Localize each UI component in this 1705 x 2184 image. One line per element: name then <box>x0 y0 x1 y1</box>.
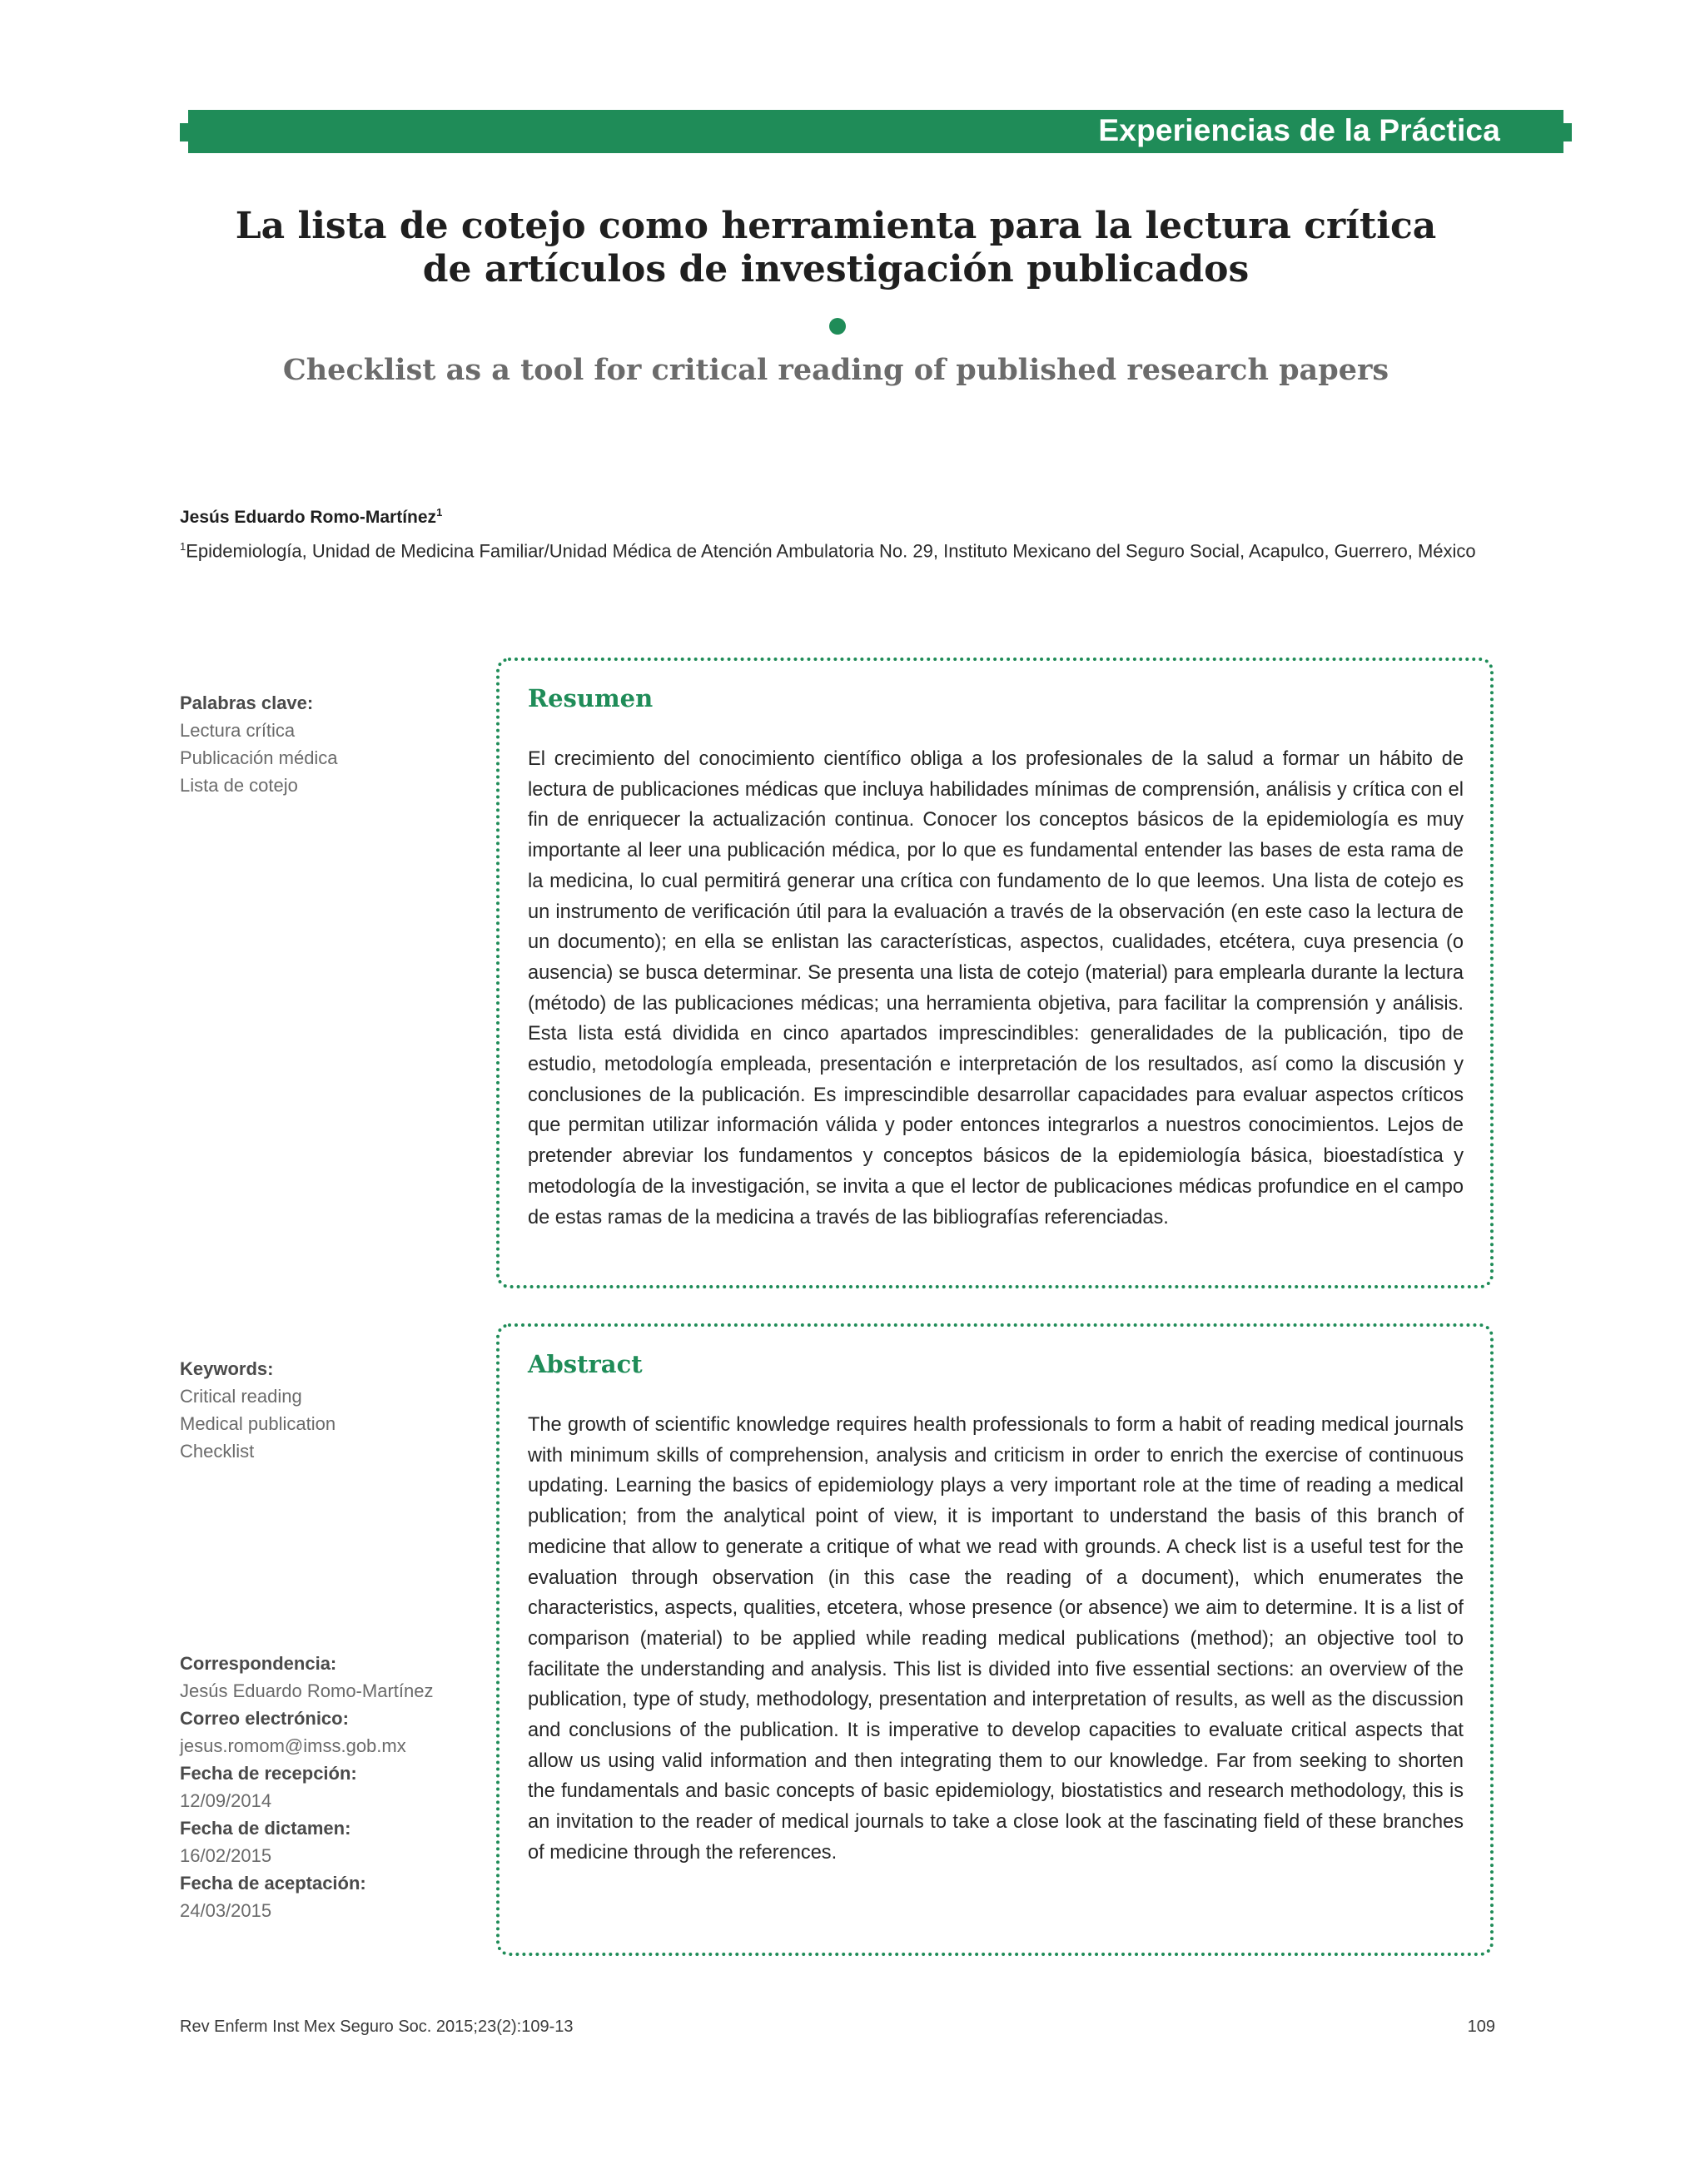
title-spanish-line-2: de artículos de investigación publicados <box>422 248 1250 290</box>
abstract-title: Abstract <box>528 1350 643 1378</box>
abstract-body: The growth of scientific knowledge requires health professionals to form a habit of reading medical journals with minimum skills of comprehension, analysis and criticism in order to enrich the exercise of continuous updating. Learning the basics of epidemiology plays a very important role at the time of reading a medical publication; from the analytical point of view, it is important to understand the basis of this branch of medicine that allow to generate a critique of what we read with grounds. A check list is a useful test for the evaluation through observation (in this case the reading of a document), which enumerates the characteristics, aspects, qualities, etcetera, whose presence (or absence) we aim to determine. It is a list of comparison (material) to be applied while reading medical publications (method); an objective tool to facilitate the understanding and analysis. This list is divided into five essential sections: an overview of the publication, type of study, methodology, presentation and interpretation of results, as well as the discussion and conclusions of the publication. It is imperative to develop capacities to evaluate critical aspects that allow us using valid information and then integrating them to our knowledge. Far from seeking to shorten the fundamentals and basic concepts of basic epidemiology, biostatistics and research methodology, this is an invitation to the reader of medical journals to take a close look at the fascinating field of these branches of medicine through the references. <box>528 1414 1464 1864</box>
keywords <box>180 1355 463 1465</box>
correspondence-heading: Correspondencia: <box>180 1653 337 1674</box>
title-spanish-line-1: La lista de cotejo como herramienta para la lectura crítica <box>235 205 1437 247</box>
resumen-body: El crecimiento del conocimiento científico obliga a los profesionales de la salud a formar un hábito de lectura de publicaciones médicas que incluya habilidades mínimas de comprensión, análisis y crítica con el fin de enriquecer la actualización continua. Conocer los conceptos básicos de la epidemiología es muy importante al leer una publicación médica, por lo que es fundamental entender las bases de esta rama de la medicina, lo cual permitirá generar una crítica con fundamento de lo que leemos. Una lista de cotejo es un instrumento de verificación útil para la evaluación a través de la observación (en este caso la lectura de un documento); en ella se enlistan las características, aspectos, cualidades, etcétera, cuya presencia (o ausencia) se busca determinar. Se presenta una lista de cotejo (material) para emplearla durante la lectura (método) de las publicaciones médicas; una herramienta objetiva, para facilitar la comprensión y análisis. Esta lista está dividida en cinco apartados imprescindibles: generalidades de la publicación, tipo de estudio, metodología empleada, presentación e interpretación de los resultados, así como la discusión y conclusiones de la publicación. Es imprescindible desarrollar capacidades para evaluar aspectos críticos que permitan utilizar información válida y poder entonces integrarlos a nuestros conocimientos. Lejos de pretender abreviar los fundamentos y conceptos básicos de la epidemiología básica, bioestadística y metodología de la investigación, se invita a que el lector de publicaciones médicas profundice en el campo de estas ramas de la medicina a través de las bibliografías referenciadas. <box>528 748 1464 1228</box>
author-name-text: Jesús Eduardo Romo-Martínez <box>180 508 437 527</box>
section-banner <box>180 110 1572 153</box>
review-date-value: 16/02/2015 <box>180 1845 272 1866</box>
review-date-label: Fecha de dictamen: <box>180 1818 351 1839</box>
title-spanish <box>180 205 1492 291</box>
email-label: Correo electrónico: <box>180 1708 349 1729</box>
accepted-date-label: Fecha de aceptación: <box>180 1873 366 1894</box>
email-value: jesus.romom@imss.gob.mx <box>180 1735 406 1756</box>
correspondence-block <box>180 1650 463 1924</box>
author-superscript: 1 <box>436 506 443 519</box>
title-english: Checklist as a tool for critical reading of published research papers <box>282 353 1389 387</box>
page-number: 109 <box>1467 2018 1495 2036</box>
title-separator-dot-icon <box>829 318 846 335</box>
author-name <box>180 506 442 528</box>
palabras-clave <box>180 689 463 799</box>
affiliation-text: Epidemiología, Unidad de Medicina Familiar/Unidad Médica de Atención Ambulatoria No. 29, Instituto Mexicano del Seguro Social, Acapulco, Guerrero, México <box>186 540 1476 562</box>
palabra-clave-item: Lista de cotejo <box>180 775 298 796</box>
banner-right-cap <box>1553 123 1572 141</box>
resumen-title: Resumen <box>528 684 654 712</box>
keyword-item: Checklist <box>180 1441 255 1462</box>
affiliation-superscript: 1 <box>180 540 186 553</box>
palabra-clave-item: Lectura crítica <box>180 720 296 741</box>
correspondence-name: Jesús Eduardo Romo-Martínez <box>180 1680 434 1701</box>
accepted-date-value: 24/03/2015 <box>180 1900 272 1921</box>
keywords-heading: Keywords: <box>180 1358 274 1379</box>
author-affiliation <box>180 533 1495 564</box>
abstract-box <box>496 1323 1494 1956</box>
keyword-item: Critical reading <box>180 1386 302 1407</box>
palabra-clave-item: Publicación médica <box>180 747 338 768</box>
section-banner-label: Experiencias de la Práctica <box>1098 113 1500 147</box>
resumen-box <box>496 658 1494 1288</box>
palabras-clave-heading: Palabras clave: <box>180 692 314 713</box>
journal-citation: Rev Enferm Inst Mex Seguro Soc. 2015;23(2):109-13 <box>180 2018 574 2036</box>
keyword-item: Medical publication <box>180 1413 336 1434</box>
received-date-value: 12/09/2014 <box>180 1790 272 1811</box>
received-date-label: Fecha de recepción: <box>180 1763 357 1784</box>
